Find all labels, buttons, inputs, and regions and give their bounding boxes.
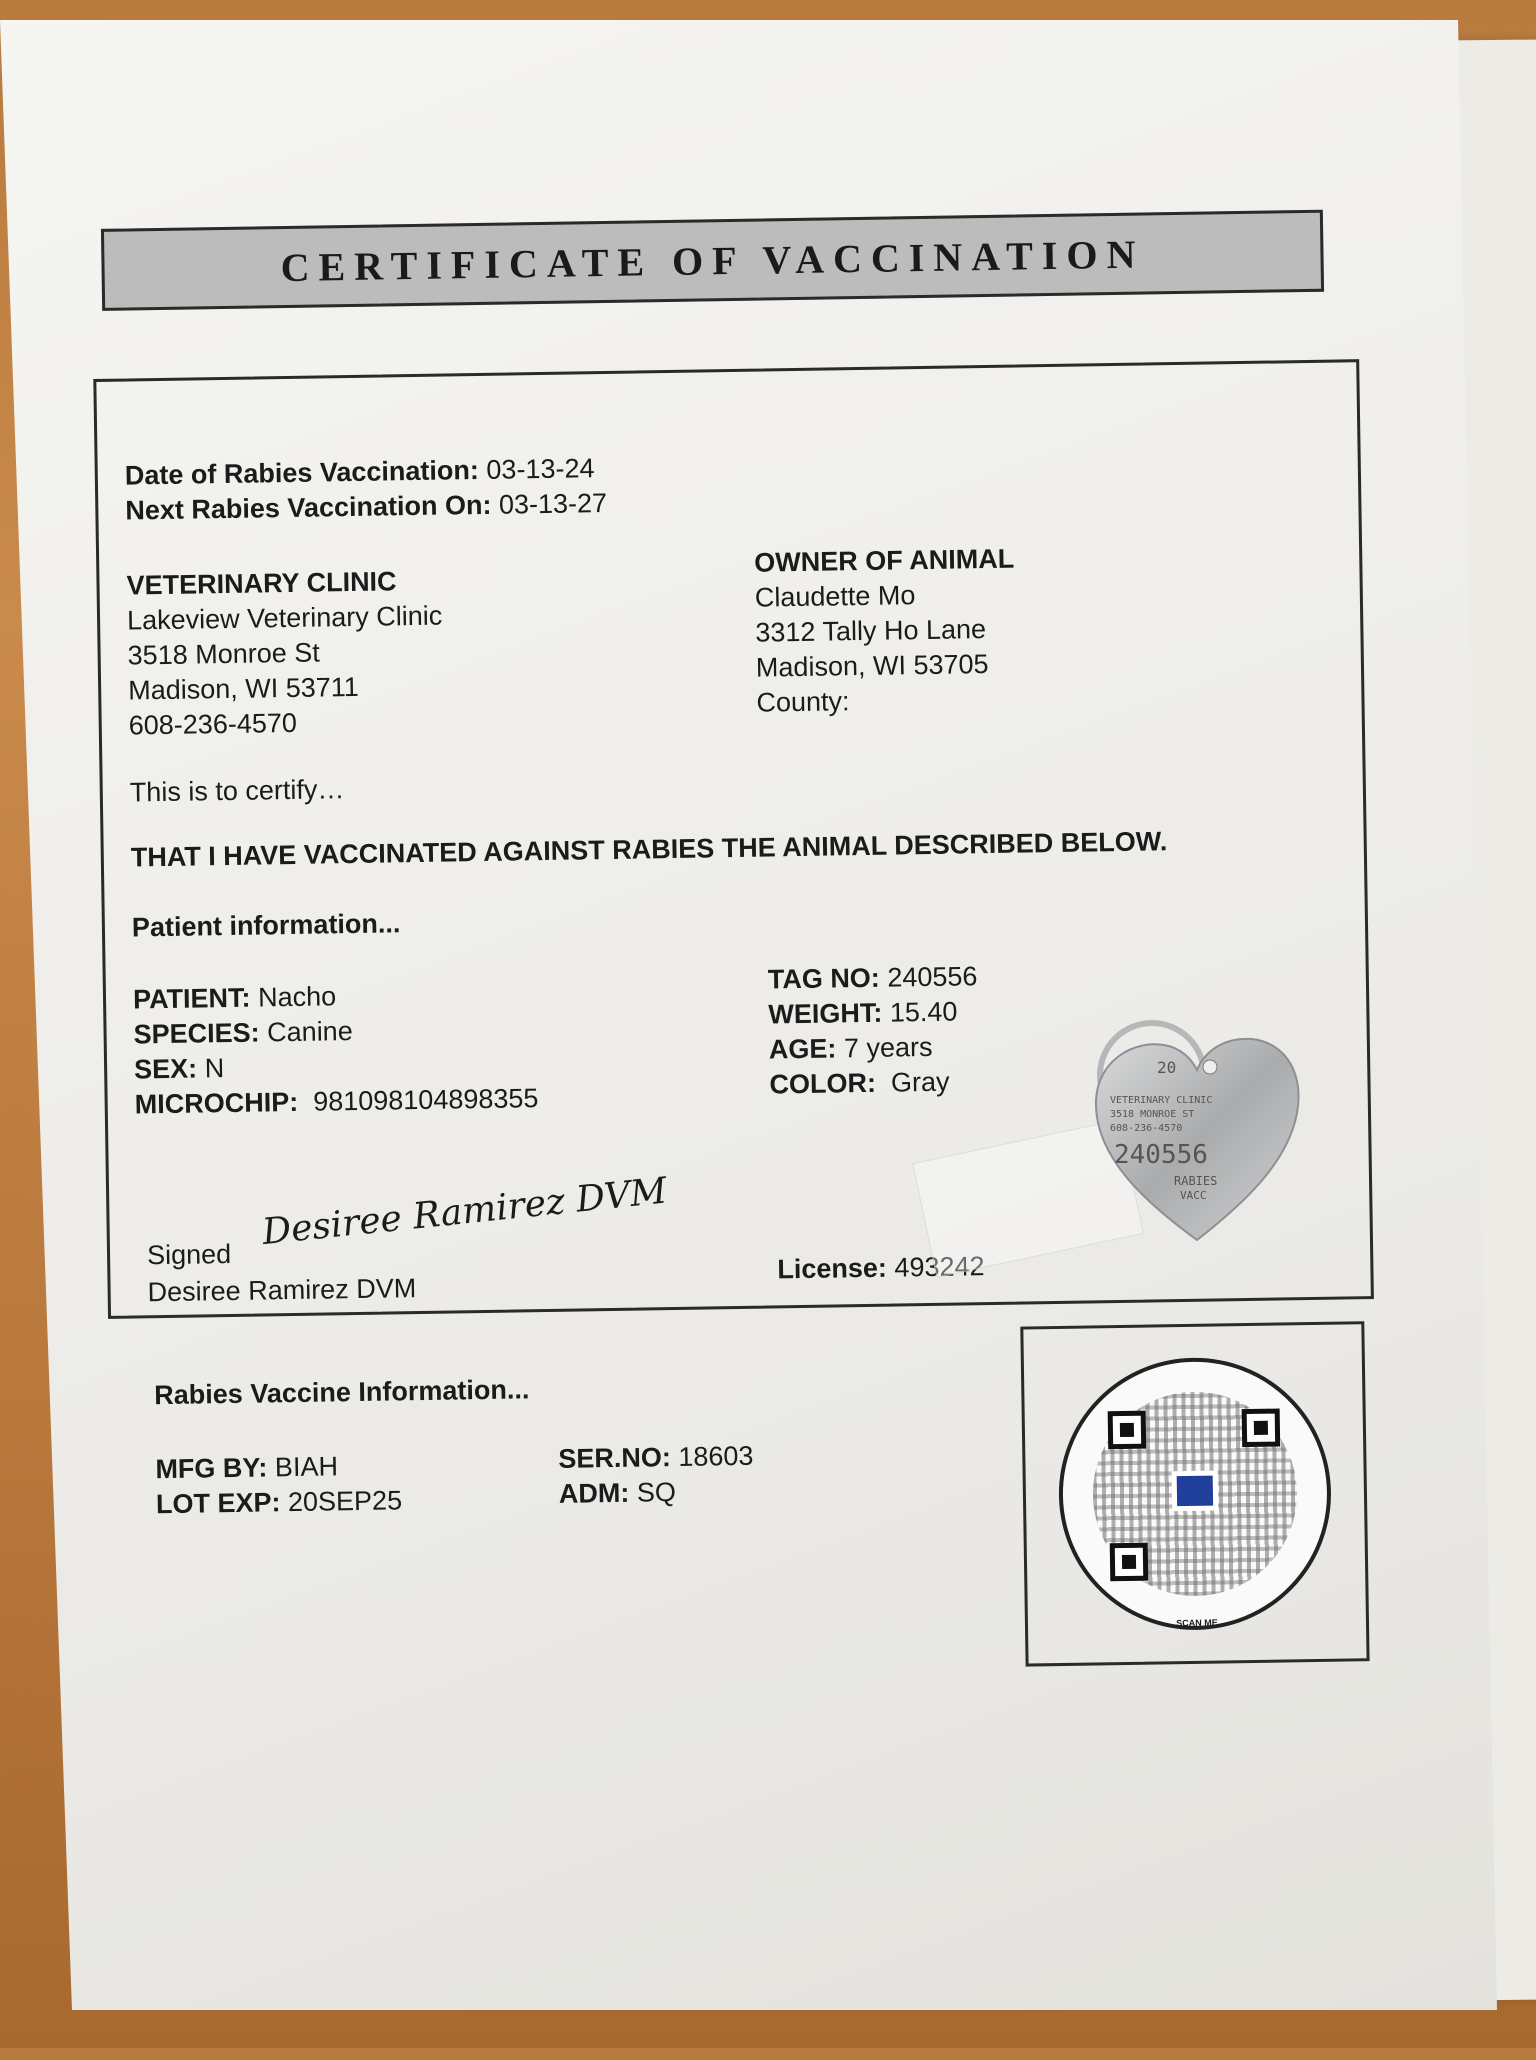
adm-label: ADM:: [558, 1477, 630, 1509]
vaccine-info-heading: Rabies Vaccine Information...: [154, 1374, 530, 1411]
lot-exp-value: 20SEP25: [287, 1485, 403, 1518]
tag-value: 240556: [887, 961, 978, 993]
serial-label: SER.NO:: [558, 1442, 672, 1474]
weight-row: [768, 995, 958, 1032]
qr-code[interactable]: [1057, 1356, 1333, 1632]
clinic-heading: VETERINARY CLINIC: [126, 566, 397, 601]
microchip-value: 981098104898355: [312, 1083, 539, 1117]
lot-exp-label: LOT EXP:: [155, 1487, 281, 1520]
microchip-row: [134, 1081, 538, 1121]
weight-value: 15.40: [889, 996, 958, 1028]
lot-exp-row: [156, 1483, 403, 1521]
patient-value: Nacho: [257, 981, 337, 1013]
age-row: [769, 1030, 933, 1067]
adm-row: [559, 1475, 677, 1511]
tag-vacc-line: VACC: [1180, 1189, 1207, 1202]
handwritten-signature: Desiree Ramirez DVM: [260, 1170, 669, 1254]
tag-clinic-line: VETERINARY CLINIC: [1110, 1095, 1213, 1106]
next-vaccination-label: Next Rabies Vaccination On:: [125, 489, 492, 526]
sex-row: [134, 1051, 225, 1086]
tag-phone-line: 608-236-4570: [1110, 1123, 1183, 1134]
clinic-city: Madison, WI 53711: [127, 671, 360, 706]
serial-row: [558, 1439, 754, 1476]
mfg-row: [155, 1449, 338, 1486]
owner-city: Madison, WI 53705: [755, 649, 989, 683]
page-title: CERTIFICATE OF VACCINATION: [280, 231, 1145, 290]
owner-heading: OWNER OF ANIMAL: [754, 543, 1015, 578]
color-label: COLOR:: [769, 1067, 877, 1100]
age-label: AGE:: [768, 1033, 837, 1065]
sex-label: SEX:: [133, 1053, 198, 1085]
patient-row: [133, 979, 337, 1016]
mfg-value: BIAH: [274, 1451, 339, 1483]
tag-street-line: 3518 MONROE ST: [1110, 1109, 1195, 1120]
signed-label: Signed: [146, 1238, 232, 1271]
clinic-name: Lakeview Veterinary Clinic: [126, 600, 443, 636]
color-row: [769, 1065, 950, 1102]
license-label: License:: [777, 1252, 888, 1285]
serial-value: 18603: [678, 1440, 754, 1472]
species-row: [133, 1014, 353, 1051]
sex-value: N: [204, 1053, 225, 1084]
patient-info-heading: Patient information...: [131, 908, 401, 943]
license-value: 493242: [894, 1251, 985, 1283]
vaccination-date-label: Date of Rabies Vaccination:: [124, 455, 480, 491]
species-label: SPECIES:: [133, 1017, 260, 1050]
patient-label: PATIENT:: [132, 982, 251, 1015]
clinic-phone: 608-236-4570: [128, 707, 298, 741]
vaccination-date-value: 03-13-24: [486, 453, 595, 485]
title-banner: [101, 210, 1324, 311]
age-value: 7 years: [843, 1031, 933, 1064]
next-vaccination-value: 03-13-27: [498, 487, 608, 520]
tag-number: 240556: [1114, 1140, 1208, 1170]
color-value: Gray: [890, 1066, 950, 1098]
tag-year: 20: [1157, 1058, 1177, 1077]
owner-street: 3312 Tally Ho Lane: [755, 614, 987, 648]
rabies-tag-icon: [1082, 1005, 1312, 1245]
certification-statement: THAT I HAVE VACCINATED AGAINST RABIES THE ANIMAL DESCRIBED BELOW.: [130, 826, 1168, 873]
qr-finder-icon: [1108, 1411, 1147, 1450]
printed-signer-name: Desiree Ramirez DVM: [147, 1273, 417, 1308]
owner-county-label: County:: [756, 686, 850, 718]
owner-name: Claudette Mo: [754, 580, 916, 613]
tag-label: TAG NO:: [767, 962, 881, 995]
microchip-label: MICROCHIP:: [134, 1086, 299, 1120]
qr-finder-icon: [1242, 1409, 1281, 1448]
tag-row: [768, 959, 978, 996]
qr-caption: SCAN ME: [1176, 1617, 1218, 1629]
tag-rabies-line: RABIES: [1174, 1174, 1218, 1188]
clinic-street: 3518 Monroe St: [127, 637, 320, 671]
qr-code-box: [1020, 1321, 1369, 1666]
mfg-label: MFG BY:: [155, 1452, 268, 1485]
qr-logo-icon: [1177, 1476, 1213, 1507]
certify-text: This is to certify…: [129, 774, 345, 808]
species-value: Canine: [266, 1016, 353, 1048]
weight-label: WEIGHT:: [768, 997, 883, 1030]
tag-hole: [1203, 1060, 1217, 1074]
adm-value: SQ: [636, 1477, 677, 1508]
qr-finder-icon: [1110, 1543, 1149, 1582]
